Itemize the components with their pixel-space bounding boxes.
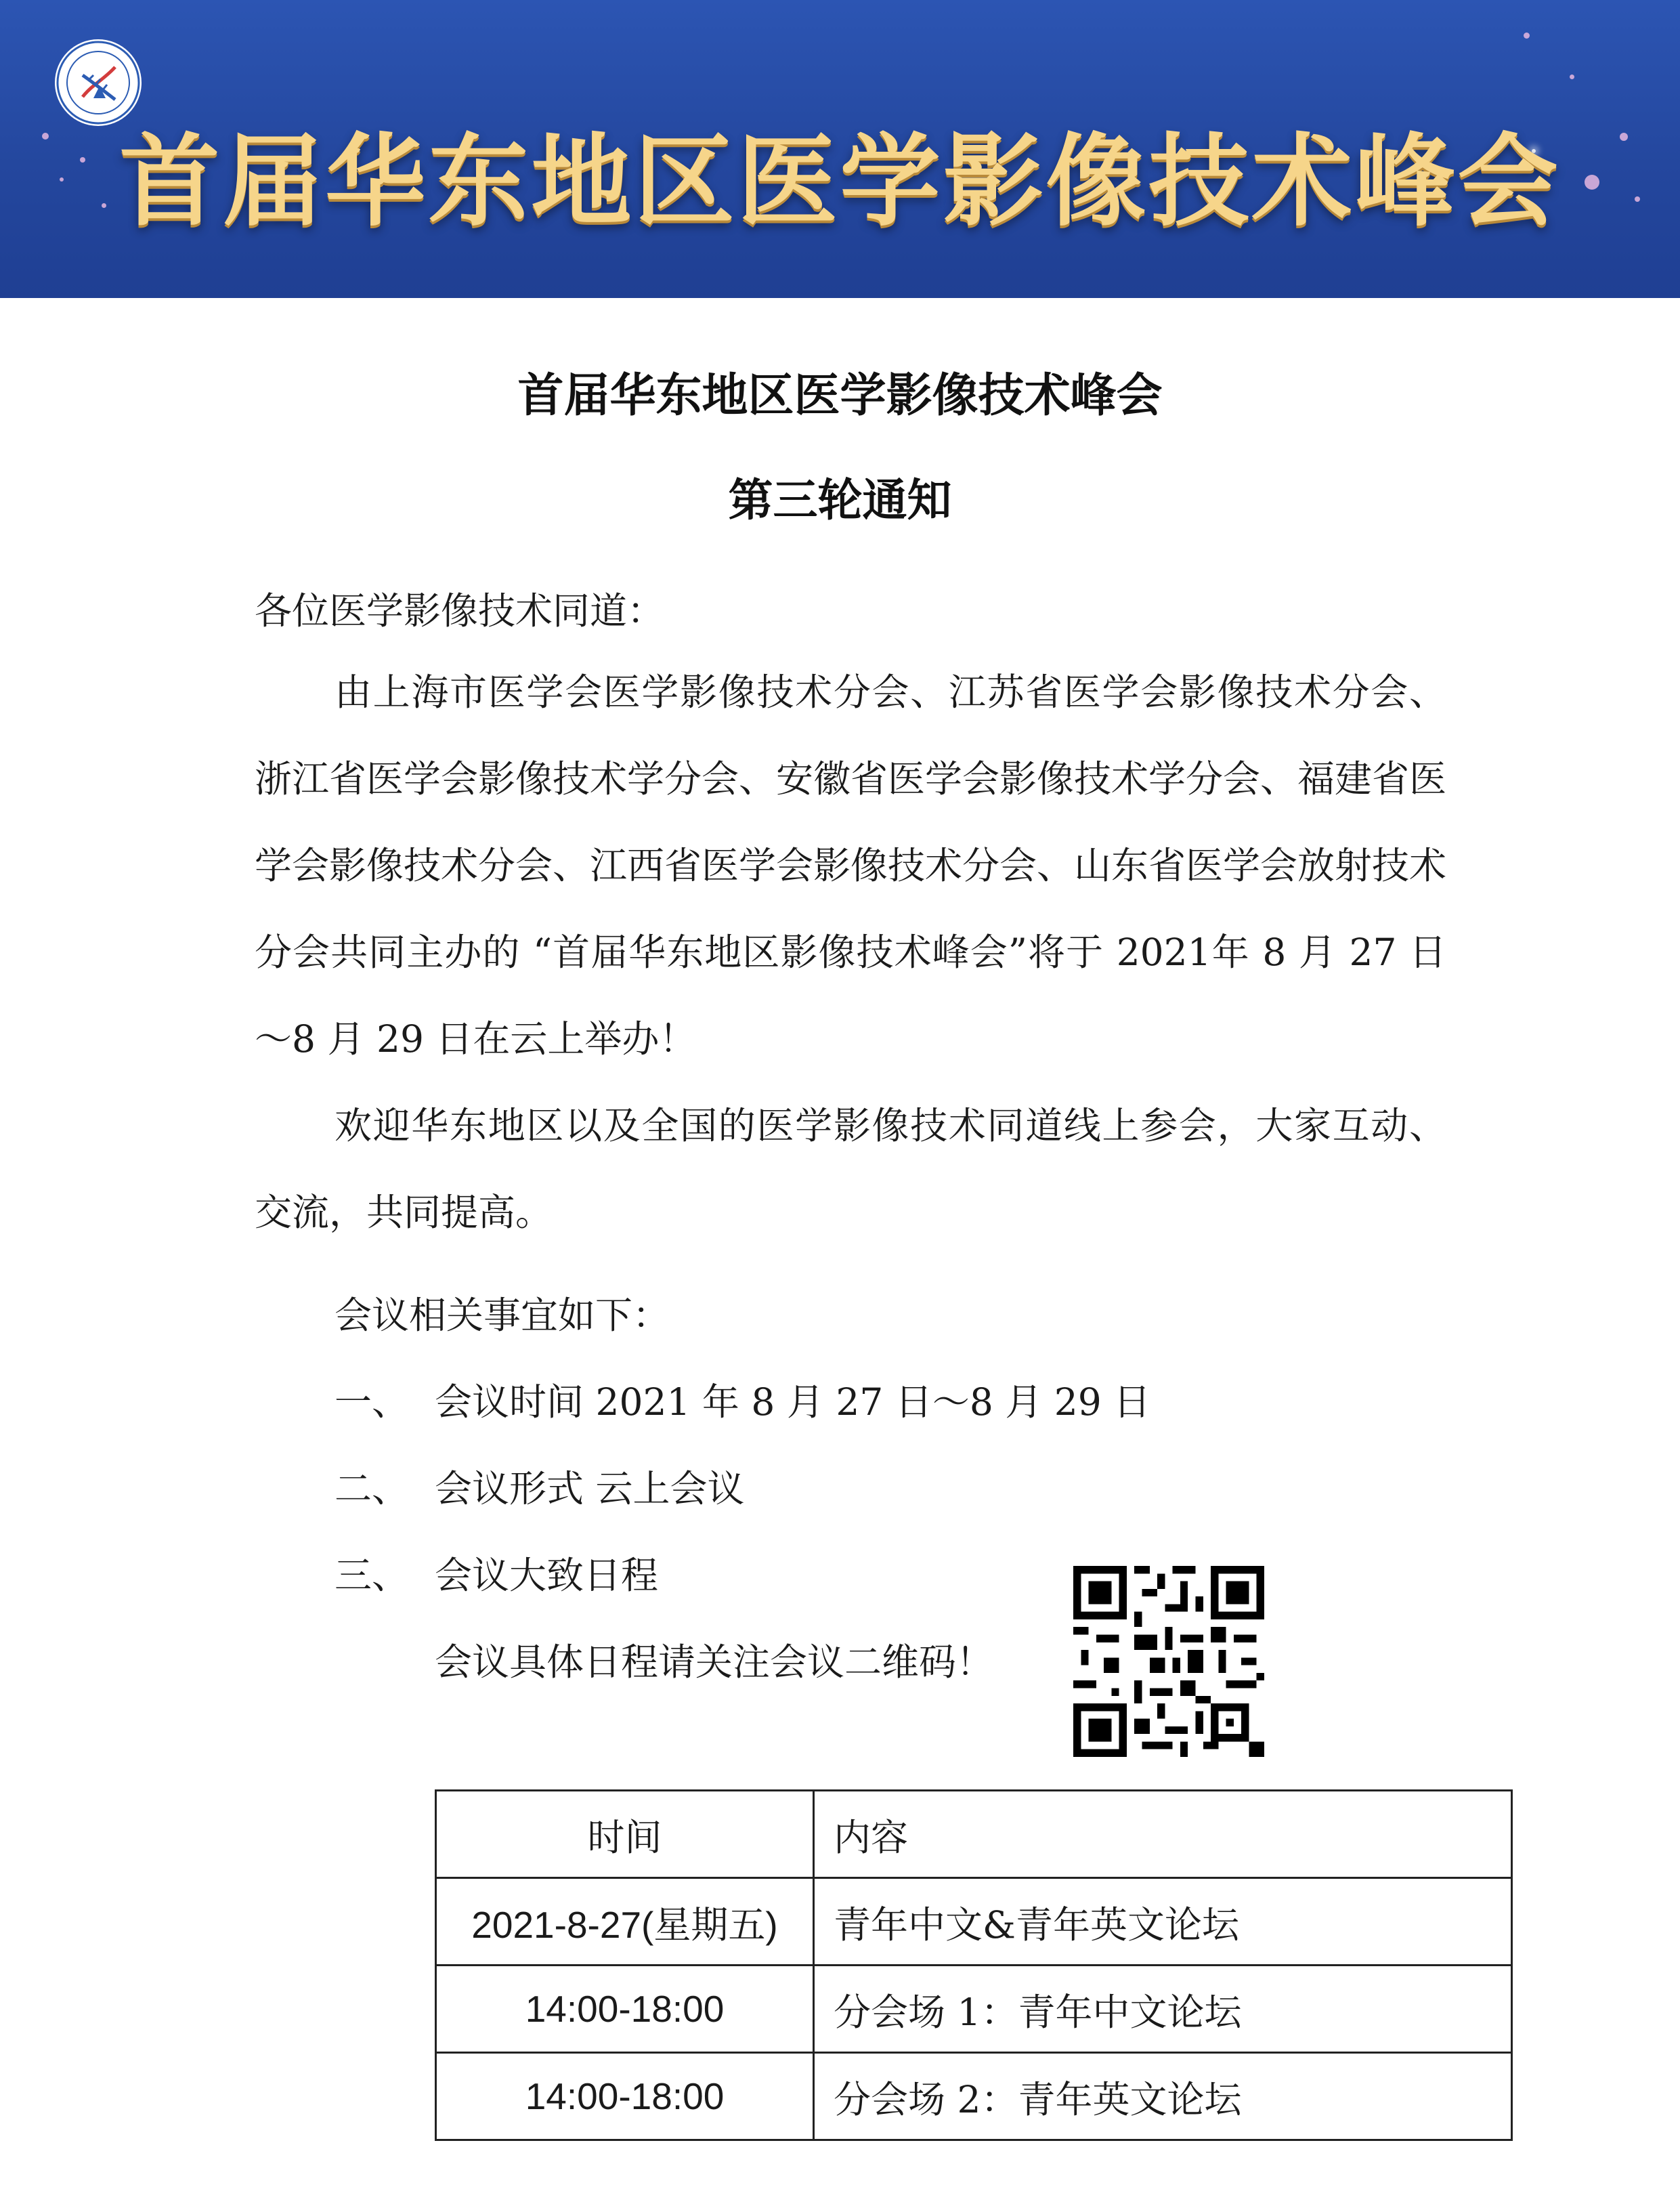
cell-time: 14:00-18:00: [436, 1966, 814, 2053]
table-row: [436, 1966, 1512, 2053]
document-subtitle: 第三轮通知: [728, 474, 952, 526]
cell-time: 14:00-18:00: [436, 2053, 814, 2140]
column-header-time: 时间: [436, 1791, 814, 1878]
qr-note: 会议具体日程请关注会议二维码！: [435, 1640, 994, 1684]
cell-content: 青年中文&青年英文论坛: [814, 1878, 1512, 1966]
item-meeting-schedule: 会议大致日程: [435, 1554, 659, 1597]
item-number: 一、: [335, 1380, 410, 1424]
sparkle-dot: [1570, 75, 1574, 79]
paragraph-organizers: 由上海市医学会医学影像技术分会、江苏省医学会影像技术分会、浙江省医学会影像技术学分会、安徽省医学会影像技术学分会、福建省医学会影像技术分会、江西省医学会影像技术分会、山东省医学会放射技术分会共同主办的 “首届华东地区影像技术峰会”将于 2021年 8 月 27 日～8 月 29 日在云上举办！: [255, 671, 1447, 1061]
meeting-intro: 会议相关事宜如下：: [335, 1294, 670, 1337]
schedule-table: [435, 1789, 1513, 2141]
banner-title: 首届华东地区医学影像技术峰会: [119, 123, 1561, 240]
header-banner: [0, 0, 1680, 298]
table-row: [436, 1878, 1512, 1966]
salutation: 各位医学影像技术同道：: [255, 589, 665, 633]
cell-content: 分会场 1：青年中文论坛: [814, 1966, 1512, 2053]
item-number: 三、: [335, 1554, 410, 1597]
table-row: [436, 2053, 1512, 2140]
column-header-content: 内容: [814, 1791, 1512, 1878]
cell-time: 2021-8-27(星期五): [436, 1878, 814, 1966]
item-number: 二、: [335, 1467, 410, 1510]
document-title: 首届华东地区医学影像技术峰会: [517, 369, 1163, 423]
item-meeting-time: 会议时间 2021 年 8 月 27 日～8 月 29 日: [435, 1380, 1151, 1424]
table-header-row: [436, 1791, 1512, 1878]
qr-code-icon[interactable]: [1073, 1566, 1264, 1757]
paragraph-welcome: 欢迎华东地区以及全国的医学影像技术同道线上参会，大家互动、交流，共同提高。: [255, 1104, 1446, 1234]
item-meeting-format: 会议形式 云上会议: [435, 1467, 745, 1510]
sparkle-dot: [1524, 33, 1530, 39]
cell-content: 分会场 2：青年英文论坛: [814, 2053, 1512, 2140]
